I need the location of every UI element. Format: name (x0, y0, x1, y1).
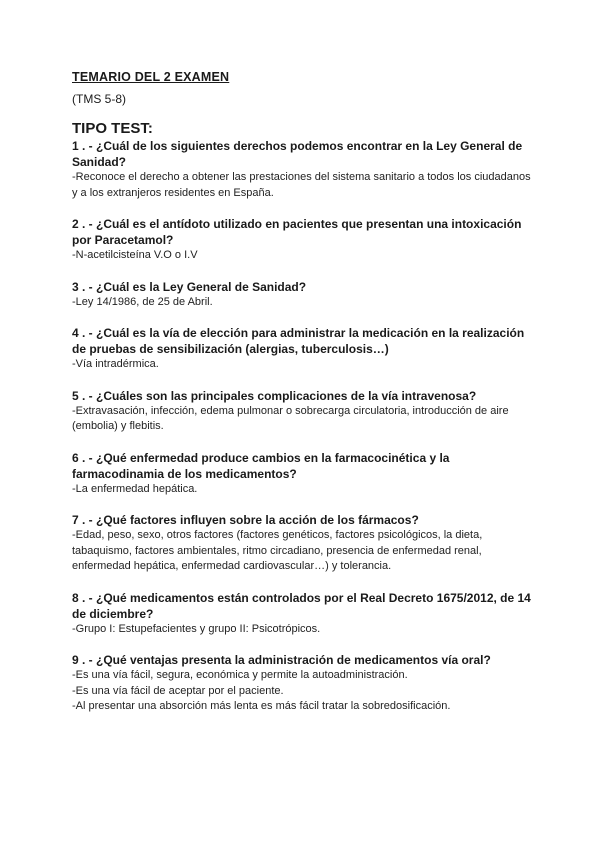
answer-text: -Es una vía fácil, segura, económica y permite la autoadministración. (72, 669, 408, 681)
document-subtitle: (TMS 5-8) (72, 92, 126, 106)
document-title: TEMARIO DEL 2 EXAMEN (72, 70, 230, 84)
document-content (72, 70, 532, 730)
answer-text: -Vía intradérmica. (72, 358, 159, 370)
question-item (72, 388, 532, 435)
answer-text: -La enfermedad hepática. (72, 482, 198, 495)
answer-text: -N-acetilcisteína V.O o I.V (72, 249, 198, 261)
question-text: 7 . - ¿Qué factores influyen sobre la acción de los fármacos? (72, 513, 419, 527)
answer-text: -Grupo I: Estupefacientes y grupo II: Psicotrópicos. (72, 622, 321, 635)
question-item (72, 512, 532, 575)
question-text: 4 . - ¿Cuál es la vía de elección para administrar la medicación en la realización de pruebas de sensibilización (alergias, tuberculosis…) (72, 326, 525, 356)
section-heading: TIPO TEST: (72, 120, 153, 137)
answer-text: -Extravasación, infección, edema pulmonar o sobrecarga circulatoria, introducción de aire (embolia) y flebitis. (72, 404, 509, 432)
question-text: 5 . - ¿Cuáles son las principales complicaciones de la vía intravenosa? (72, 388, 477, 403)
question-item (72, 450, 532, 498)
question-text: 8 . - ¿Qué medicamentos están controlados por el Real Decreto 1675/2012, de 14 de diciembre? (72, 590, 531, 621)
question-item (72, 590, 532, 638)
answer-text: -Es una vía fácil de aceptar por el paciente. (72, 684, 284, 697)
answer-text: -Reconoce el derecho a obtener las prestaciones del sistema sanitario a todos los ciudadanos y a los extranjeros residentes en España. (72, 171, 531, 199)
question-text: 6 . - ¿Qué enfermedad produce cambios en la farmacocinética y la farmacodinamia de los medicamentos? (72, 450, 450, 481)
question-item (72, 216, 532, 264)
question-text: 2 . - ¿Cuál es el antídoto utilizado en pacientes que presentan una intoxicación por Paracetamol? (72, 217, 522, 247)
question-list (72, 138, 532, 715)
answer-text: -Al presentar una absorción más lenta es más fácil tratar la sobredosificación. (72, 700, 451, 712)
answer-text: -Edad, peso, sexo, otros factores (factores genéticos, factores psicológicos, la dieta, tabaquismo, factores ambientales, ritmo circadiano, presencia de enfermedad renal, enfermedad hepática, enfermedad cardiovascular…) y tolerancia. (72, 529, 483, 572)
answer-text: -Ley 14/1986, de 25 de Abril. (72, 295, 213, 308)
question-item (72, 325, 532, 373)
question-item (72, 138, 532, 201)
question-text: 9 . - ¿Qué ventajas presenta la administración de medicamentos vía oral? (72, 653, 491, 667)
question-text: 1 . - ¿Cuál de los siguientes derechos podemos encontrar en la Ley General de Sanidad? (72, 139, 523, 169)
question-item (72, 652, 532, 715)
question-item (72, 279, 532, 311)
question-text: 3 . - ¿Cuál es la Ley General de Sanidad? (72, 279, 307, 294)
